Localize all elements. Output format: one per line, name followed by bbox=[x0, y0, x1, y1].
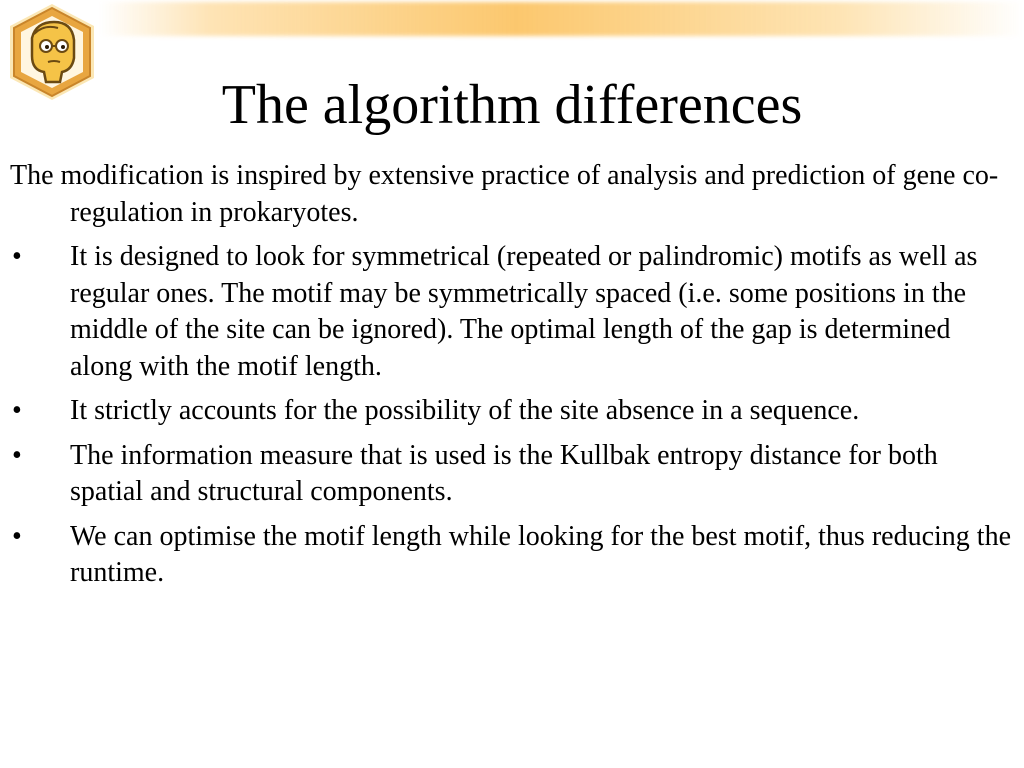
bullet-marker: • bbox=[12, 520, 22, 552]
slide-title: The algorithm differences bbox=[221, 74, 803, 136]
bullet-item bbox=[10, 438, 1014, 511]
bullet-text: We can optimise the motif length while looking for the best motif, thus reducing the runtime. bbox=[70, 520, 1011, 588]
bullet-item bbox=[10, 393, 1014, 430]
bullet-text: It strictly accounts for the possibility of the site absence in a sequence. bbox=[70, 395, 860, 426]
bullet-marker: • bbox=[12, 241, 22, 272]
bullet-text: The information measure that is used is the Kullbak entropy distance for both spatial and structural components. bbox=[70, 439, 938, 507]
bullet-item bbox=[10, 239, 1014, 385]
header-gradient-band bbox=[100, 2, 1024, 36]
bullet-item bbox=[10, 519, 1014, 592]
bullet-marker: • bbox=[12, 439, 22, 471]
intro-paragraph: The modification is inspired by extensive practice of analysis and prediction of gene co-regulation in prokaryotes. bbox=[10, 160, 999, 228]
slide-body bbox=[10, 158, 1014, 600]
bullet-text: It is designed to look for symmetrical (repeated or palindromic) motifs as well as regular ones. The motif may be symmetrically spaced (i.e. some positions in the middle of the site can be ignored). The optimal length of the gap is determined along with the motif length. bbox=[70, 241, 978, 382]
bullet-marker: • bbox=[12, 395, 22, 426]
